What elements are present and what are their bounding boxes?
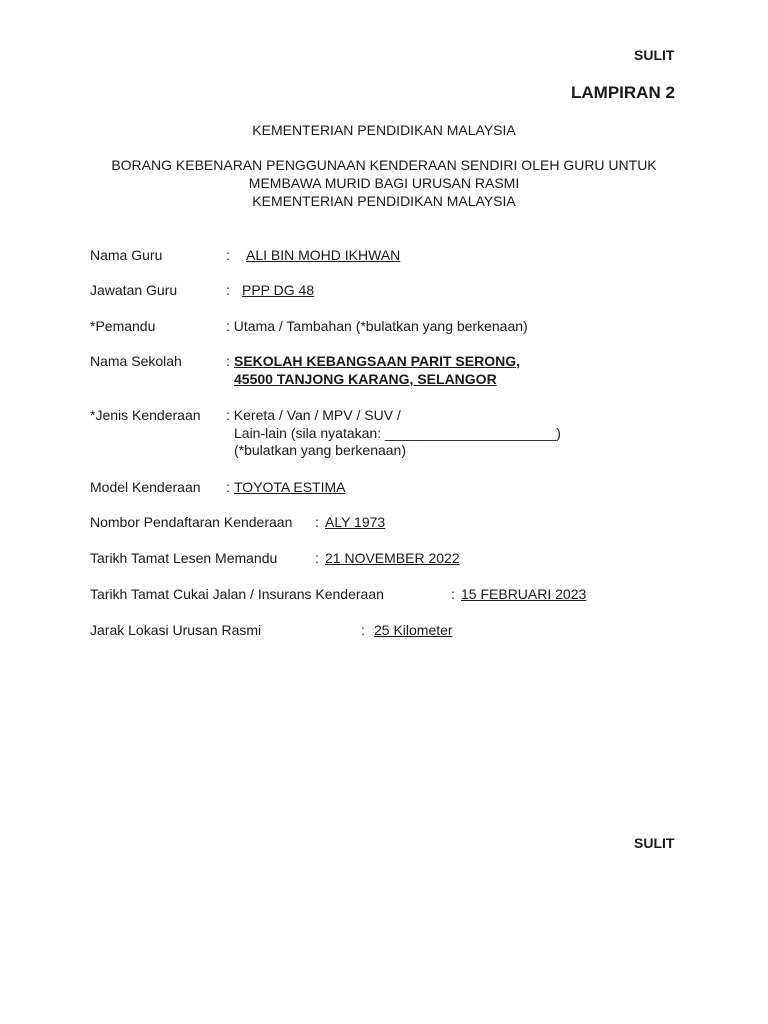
ministry-title: KEMENTERIAN PENDIDIKAN MALAYSIA [252,122,516,138]
tarikh-lesen-separator: : [315,550,319,566]
model-kenderaan-label: Model Kenderaan [90,479,201,495]
lampiran-label: LAMPIRAN 2 [571,83,675,102]
nama-guru-value: ALI BIN MOHD IKHWAN [246,247,401,263]
nama-sekolah-separator: : [226,353,230,369]
pemandu-label: *Pemandu [90,318,156,334]
nama-sekolah-label: Nama Sekolah [90,353,182,369]
nombor-pendaftaran-label: Nombor Pendaftaran Kenderaan [90,514,293,530]
jawatan-guru-label: Jawatan Guru [90,282,178,298]
model-kenderaan-separator: : [226,479,230,495]
sulit-bottom-label: SULIT [634,835,675,851]
jawatan-guru-value: PPP DG 48 [242,282,315,298]
nombor-pendaftaran-separator: : [315,514,319,530]
jarak-lokasi-label: Jarak Lokasi Urusan Rasmi [90,622,262,638]
sulit-top-label: SULIT [634,47,675,63]
model-kenderaan-value: TOYOTA ESTIMA [234,479,346,495]
nama-guru-separator: : [226,247,230,263]
nama-guru-label: Nama Guru [90,247,163,263]
jarak-lokasi-separator: : [361,622,365,638]
form-title-line-1: BORANG KEBENARAN PENGGUNAAN KENDERAAN SENDIRI OLEH GURU UNTUK [111,157,657,173]
tarikh-lesen-label: Tarikh Tamat Lesen Memandu [90,550,278,566]
jenis-kenderaan-label: *Jenis Kenderaan [90,407,201,423]
form-title-line-2: MEMBAWA MURID BAGI URUSAN RASMI [248,175,520,191]
jarak-lokasi-value: 25 Kilometer [374,622,453,638]
pemandu-options: : Utama / Tambahan (*bulatkan yang berkenaan) [226,318,528,334]
form-title-line-3: KEMENTERIAN PENDIDIKAN MALAYSIA [252,193,516,209]
jenis-kenderaan-lain-lain: Lain-lain (sila nyatakan: ______________________) [234,425,561,441]
tarikh-cukai-value: 15 FEBRUARI 2023 [461,586,587,602]
nama-sekolah-value-line-1: SEKOLAH KEBANGSAAN PARIT SERONG, [234,353,520,369]
tarikh-cukai-label: Tarikh Tamat Cukai Jalan / Insurans Kenderaan [90,586,384,602]
jenis-kenderaan-options: : Kereta / Van / MPV / SUV / [226,407,401,423]
tarikh-cukai-separator: : [451,586,455,602]
nombor-pendaftaran-value: ALY 1973 [325,514,386,530]
jenis-kenderaan-note: (*bulatkan yang berkenaan) [234,442,407,458]
tarikh-lesen-value: 21 NOVEMBER 2022 [325,550,460,566]
nama-sekolah-value-line-2: 45500 TANJONG KARANG, SELANGOR [234,371,497,387]
jawatan-guru-separator: : [226,282,230,298]
